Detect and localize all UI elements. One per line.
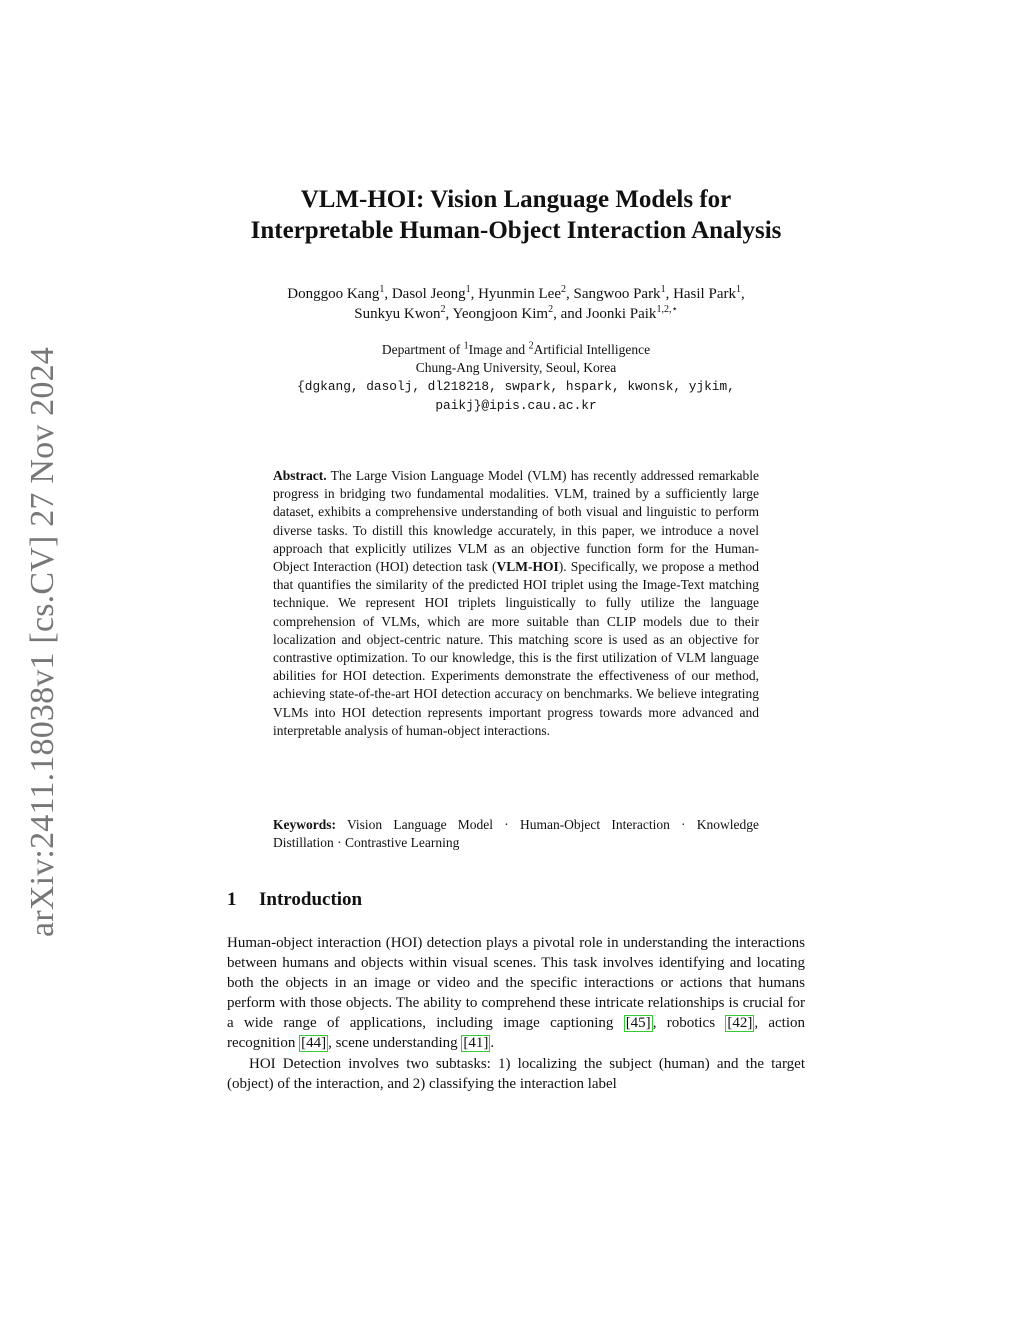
- authors-line-1: [227, 284, 805, 304]
- author-list: [227, 284, 805, 324]
- author-name: Sunkyu Kwon: [354, 306, 441, 322]
- author-separator: ,: [445, 306, 453, 322]
- department-part-2: Artificial Intelligence: [533, 342, 651, 357]
- title-line-2: Interpretable Human-Object Interaction Analysis: [250, 217, 782, 244]
- author-affiliation-mark: 2: [548, 304, 554, 315]
- department-prefix: Department of: [381, 342, 464, 357]
- citation-link[interactable]: [44]: [301, 1035, 327, 1052]
- arxiv-identifier[interactable]: arXiv:2411.18038v1 [cs.CV] 27 Nov 2024: [24, 347, 61, 937]
- author-name: Yeongjoon Kim: [452, 306, 549, 322]
- author-affiliation-mark: 2: [560, 284, 566, 295]
- author-name: Dasol Jeong: [391, 286, 466, 302]
- keywords-text: Vision Language Model · Human-Object Interaction · Knowledge Distillation · Contrastive Learning: [273, 817, 759, 851]
- author-affiliation-mark: 1,2,⋆: [656, 304, 678, 315]
- author-name: Sangwoo Park: [573, 286, 661, 302]
- author-separator: ,: [470, 286, 479, 302]
- citation-link[interactable]: [42]: [727, 1015, 753, 1032]
- department-mark-2: 2: [528, 340, 534, 352]
- author-separator: ,: [565, 286, 574, 302]
- author-affiliation-mark: 1: [735, 284, 741, 295]
- abstract: [273, 467, 759, 740]
- department-mark-1: 1: [463, 340, 469, 352]
- author-separator: ,: [740, 286, 745, 302]
- paragraph-text: , scene understanding: [328, 1035, 462, 1052]
- authors-line-2: [227, 304, 805, 324]
- author-affiliation-mark: 1: [660, 284, 666, 295]
- keywords-label: Keywords:: [273, 817, 336, 832]
- section-heading-introduction: [227, 888, 362, 912]
- section-title: Introduction: [259, 889, 363, 910]
- keywords: [273, 816, 759, 852]
- author-affiliation-mark: 2: [440, 304, 446, 315]
- paper-title: [227, 184, 805, 246]
- introduction-paragraph-1: [227, 933, 805, 1054]
- author-affiliation-mark: 1: [379, 284, 385, 295]
- citation-link[interactable]: [41]: [463, 1035, 489, 1052]
- introduction-body: [227, 933, 805, 1094]
- paragraph-text: , robotics: [652, 1015, 726, 1032]
- author-affiliation-mark: 1: [465, 284, 471, 295]
- department-part-1: Image and: [468, 342, 529, 357]
- title-line-1: VLM-HOI: Vision Language Models for: [300, 186, 732, 213]
- author-separator: , and: [553, 306, 586, 322]
- paragraph-text: , action recognition: [227, 1015, 806, 1052]
- author-name: Hyunmin Lee: [478, 286, 561, 302]
- author-name: Hasil Park: [673, 286, 736, 302]
- department-line: [227, 341, 805, 359]
- author-name: Joonki Paik: [586, 306, 657, 322]
- abstract-text-part-2: ). Specifically, we propose a method that quantifies the similarity of the predicted HOI triplet using the Image-Text matching technique. We represent HOI triplets linguistically to fully utilize the language comprehension of VLMs, which are more suitable than CLIP models due to their localization and object-centric nature. This matching score is used as an objective for contrastive optimization. To our knowledge, this is the first utilization of VLM language abilities for HOI detection. Experiments demonstrate the effectiveness of our method, achieving state-of-the-art HOI detection accuracy on benchmarks. We believe integrating VLMs into HOI detection represents important progress towards more advanced and interpretable analysis of human-object interactions.: [273, 559, 759, 738]
- paragraph-text: .: [490, 1035, 495, 1052]
- abstract-label: Abstract.: [273, 468, 327, 483]
- paragraph-text: Human-object interaction (HOI) detection plays a pivotal role in understanding the interactions between humans and objects within visual scenes. This task involves identifying and locating both the objects in an image or video and the specific interactions or actions that humans perform with those objects. The ability to comprehend these intricate relationships is crucial for a wide range of applications, including image captioning: [227, 935, 805, 1032]
- author-separator: ,: [384, 286, 392, 302]
- section-number: 1: [227, 889, 237, 910]
- abstract-text-part-1: The Large Vision Language Model (VLM) has recently addressed remarkable progress in bridging two fundamental modalities. VLM, trained by a sufficiently large dataset, exhibits a comprehensive understanding of both visual and linguistic to perform diverse tasks. To distill this knowledge accurately, in this paper, we introduce a novel approach that explicitly utilizes VLM as an objective function form for the Human-Object Interaction (HOI) detection task (: [273, 468, 759, 575]
- affiliation-block: [227, 341, 805, 415]
- method-name: VLM-HOI: [496, 559, 559, 575]
- citation-link[interactable]: [45]: [625, 1015, 651, 1032]
- author-name: Donggoo Kang: [287, 286, 380, 302]
- university-line: Chung-Ang University, Seoul, Korea: [415, 360, 617, 375]
- arxiv-sidebar: [0, 0, 90, 1325]
- introduction-paragraph-2: HOI Detection involves two subtasks: 1) localizing the subject (human) and the target (object) of the interaction, and 2) classifying the interaction label: [227, 1055, 805, 1092]
- emails-line-1[interactable]: {dgkang, dasolj, dl218218, swpark, hspark, kwonsk, yjkim,: [297, 379, 735, 394]
- author-separator: ,: [665, 286, 674, 302]
- emails-line-2[interactable]: paikj}@ipis.cau.ac.kr: [435, 398, 597, 413]
